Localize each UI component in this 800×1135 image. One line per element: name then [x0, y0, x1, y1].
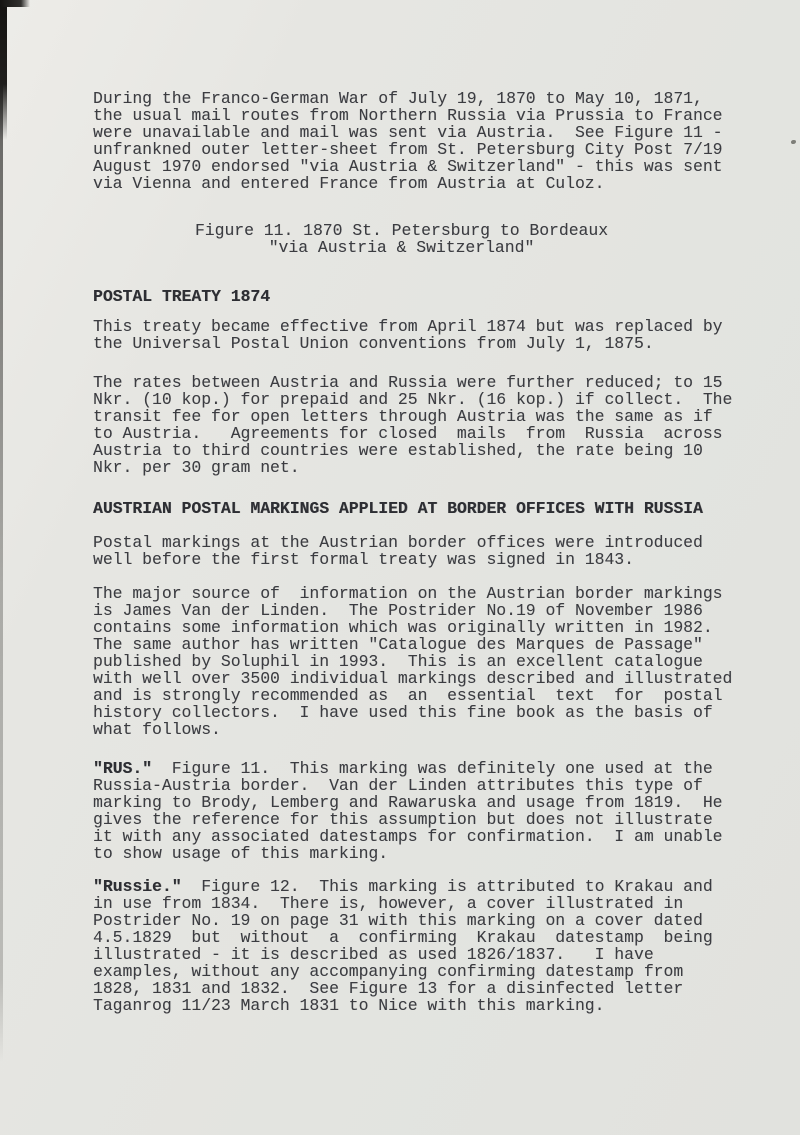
text-line: marking to Brody, Lemberg and Rawaruska and usage from 1819. He	[93, 793, 723, 812]
russie-paragraph-lines	[93, 895, 713, 1014]
scan-edge-corner	[0, 0, 30, 7]
heading-postal-treaty-1874: POSTAL TREATY 1874	[93, 287, 271, 306]
text-line: what follows.	[93, 720, 221, 739]
text-line: Postal markings at the Austrian border offices were introduced	[93, 533, 703, 552]
paragraph-rus-marking	[93, 759, 723, 863]
text-line	[93, 878, 713, 895]
text-line	[93, 760, 713, 777]
text-line: unfrankned outer letter-sheet from St. Petersburg City Post 7/19	[93, 140, 723, 159]
text-line: Postrider No. 19 on page 31 with this marking on a cover dated	[93, 911, 703, 930]
text-line: Austria to third countries were established, the rate being 10	[93, 441, 703, 460]
paragraph-rates	[93, 373, 733, 477]
text-column	[93, 0, 733, 1135]
text-line: in use from 1834. There is, however, a cover illustrated in	[93, 894, 684, 913]
text-line: contains some information which was originally written in 1982.	[93, 618, 713, 637]
paragraph-treaty-effective	[93, 317, 723, 353]
text-line: is James Van der Linden. The Postrider No.19 of November 1986	[93, 601, 703, 620]
paragraph-franco-german-war	[93, 89, 723, 193]
figure-caption-line-1: Figure 11. 1870 St. Petersburg to Bordeaux	[194, 221, 609, 240]
text-line: the Universal Postal Union conventions from July 1, 1875.	[93, 334, 654, 353]
text-line: well before the first formal treaty was signed in 1843.	[93, 550, 634, 569]
text-line: history collectors. I have used this fine book as the basis of	[93, 703, 713, 722]
text-line: to show usage of this marking.	[93, 844, 389, 863]
text-line: 4.5.1829 but without a confirming Krakau datestamp being	[93, 928, 713, 947]
text-line: illustrated - it is described as used 1826/1837. I have	[93, 945, 654, 964]
text-line: transit fee for open letters through Austria was the same as if	[93, 407, 713, 426]
text-line: Russia-Austria border. Van der Linden attributes this type of	[93, 776, 703, 795]
text-line: This treaty became effective from April 1874 but was replaced by	[93, 317, 723, 336]
figure-11-caption	[93, 222, 710, 256]
text-line: and is strongly recommended as an essential text for postal	[93, 686, 723, 705]
text-line: 1828, 1831 and 1832. See Figure 13 for a disinfected letter	[93, 979, 684, 998]
text-line: The same author has written "Catalogue des Marques de Passage"	[93, 635, 703, 654]
text-line: with well over 3500 individual markings described and illustrated	[93, 669, 733, 688]
russie-marking-label: "Russie."	[93, 877, 182, 896]
text-line: it with any associated datestamps for confirmation. I am unable	[93, 827, 723, 846]
rus-marking-label: "RUS."	[93, 759, 153, 778]
text-line: Taganrog 11/23 March 1831 to Nice with this marking.	[93, 996, 605, 1015]
text-line: Nkr. (10 kop.) for prepaid and 25 Nkr. (16 kop.) if collect. The	[93, 390, 733, 409]
text-line: August 1970 endorsed "via Austria & Switzerland" - this was sent	[93, 157, 723, 176]
text-line: the usual mail routes from Northern Russia via Prussia to France	[93, 106, 723, 125]
text-line: The major source of information on the Austrian border markings	[93, 584, 723, 603]
text-line: via Vienna and entered France from Austria at Culoz.	[93, 174, 605, 193]
paragraph-russie-marking	[93, 878, 713, 1014]
text-line: During the Franco-German War of July 19, 1870 to May 10, 1871,	[93, 89, 703, 108]
rus-paragraph-lines	[93, 776, 723, 863]
paragraph-van-der-linden	[93, 584, 733, 739]
text-line: Nkr. per 30 gram net.	[93, 458, 300, 477]
russie-first-line-rest: Figure 12. This marking is attributed to Krakau and	[181, 877, 713, 896]
scan-speck	[791, 140, 796, 144]
text-line: examples, without any accompanying confirming datestamp from	[93, 962, 684, 981]
text-line: were unavailable and mail was sent via Austria. See Figure 11 -	[93, 123, 723, 142]
scan-edge-left-top	[0, 0, 7, 140]
heading-austrian-postal-markings: AUSTRIAN POSTAL MARKINGS APPLIED AT BORDER OFFICES WITH RUSSIA	[93, 499, 703, 518]
figure-caption-line-2: "via Austria & Switzerland"	[268, 238, 535, 257]
scan-edge-left	[0, 0, 3, 1062]
text-line: The rates between Austria and Russia were further reduced; to 15	[93, 373, 723, 392]
text-line: to Austria. Agreements for closed mails from Russia across	[93, 424, 723, 443]
text-line: gives the reference for this assumption but does not illustrate	[93, 810, 713, 829]
rus-first-line-rest: Figure 11. This marking was definitely one used at the	[152, 759, 713, 778]
paragraph-markings-introduced	[93, 534, 713, 568]
text-line: published by Soluphil in 1993. This is an excellent catalogue	[93, 652, 703, 671]
